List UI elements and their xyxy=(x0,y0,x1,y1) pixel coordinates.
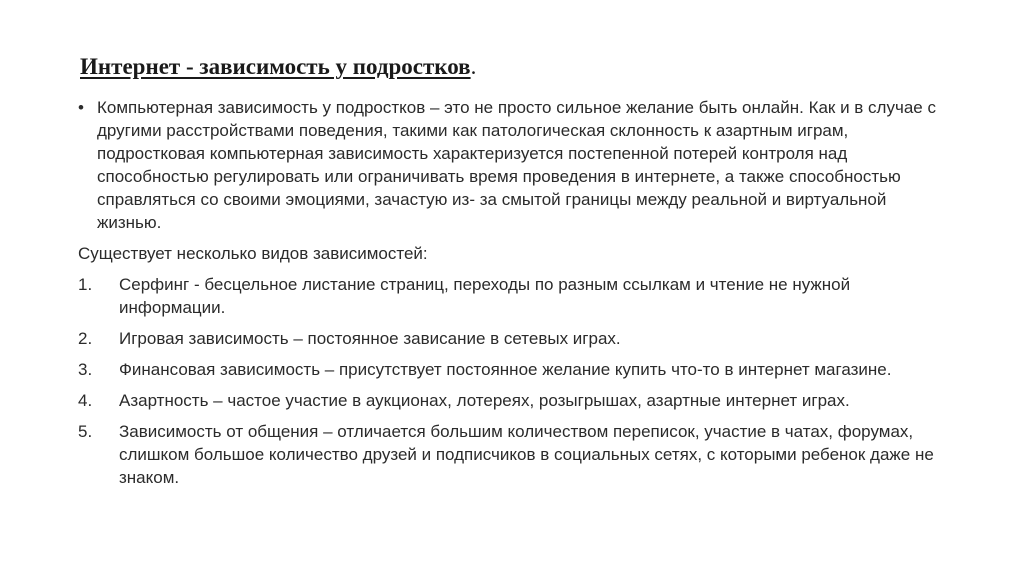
list-item-number: 2. xyxy=(78,329,93,348)
list-item xyxy=(78,327,948,350)
bullet-mark: • xyxy=(78,98,84,117)
list-item xyxy=(78,358,948,381)
bullet-text: Компьютерная зависимость у подростков – это не просто сильное желание быть онлайн. Как и в случае с другими расстройствами поведения, такими как патологическая склонность к азартным играм, подростковая компьютерная зависимость характеризуется постепенной потерей контроля над способностью регулировать или ограничивать время проведения в интернете, а также способностью справляться со своими эмоциями, зачастую из- за смытой границы между реальной и виртуальной жизнью. xyxy=(97,98,936,232)
bullet-paragraph xyxy=(78,96,948,234)
intro-text: Существует несколько видов зависимостей: xyxy=(78,244,428,263)
slide-title xyxy=(80,54,476,80)
slide-title-period: . xyxy=(470,54,477,79)
list-item xyxy=(78,273,948,319)
list-item-text: Финансовая зависимость – присутствует постоянное желание купить что-то в интернет магазине. xyxy=(119,360,892,379)
list-item-number: 5. xyxy=(78,422,93,441)
list-item-text: Серфинг - бесцельное листание страниц, переходы по разным ссылкам и чтение не нужной информации. xyxy=(119,275,851,317)
list-item-number: 1. xyxy=(78,275,93,294)
list-item-number: 3. xyxy=(78,360,93,379)
list-item xyxy=(78,389,948,412)
slide-content xyxy=(78,96,948,497)
list-item-text: Азартность – частое участие в аукционах, лотереях, розыгрышах, азартные интернет играх. xyxy=(119,391,850,410)
slide-title-text: Интернет - зависимость у подростков xyxy=(80,54,471,79)
list-item xyxy=(78,420,948,489)
list-item-number: 4. xyxy=(78,391,93,410)
list-item-text: Игровая зависимость – постоянное зависание в сетевых играх. xyxy=(119,329,621,348)
list-item-text: Зависимость от общения – отличается большим количеством переписок, участие в чатах, форумах, слишком большое количество друзей и подписчиков в социальных сетях, с которыми ребенок даже не знаком. xyxy=(119,422,934,487)
